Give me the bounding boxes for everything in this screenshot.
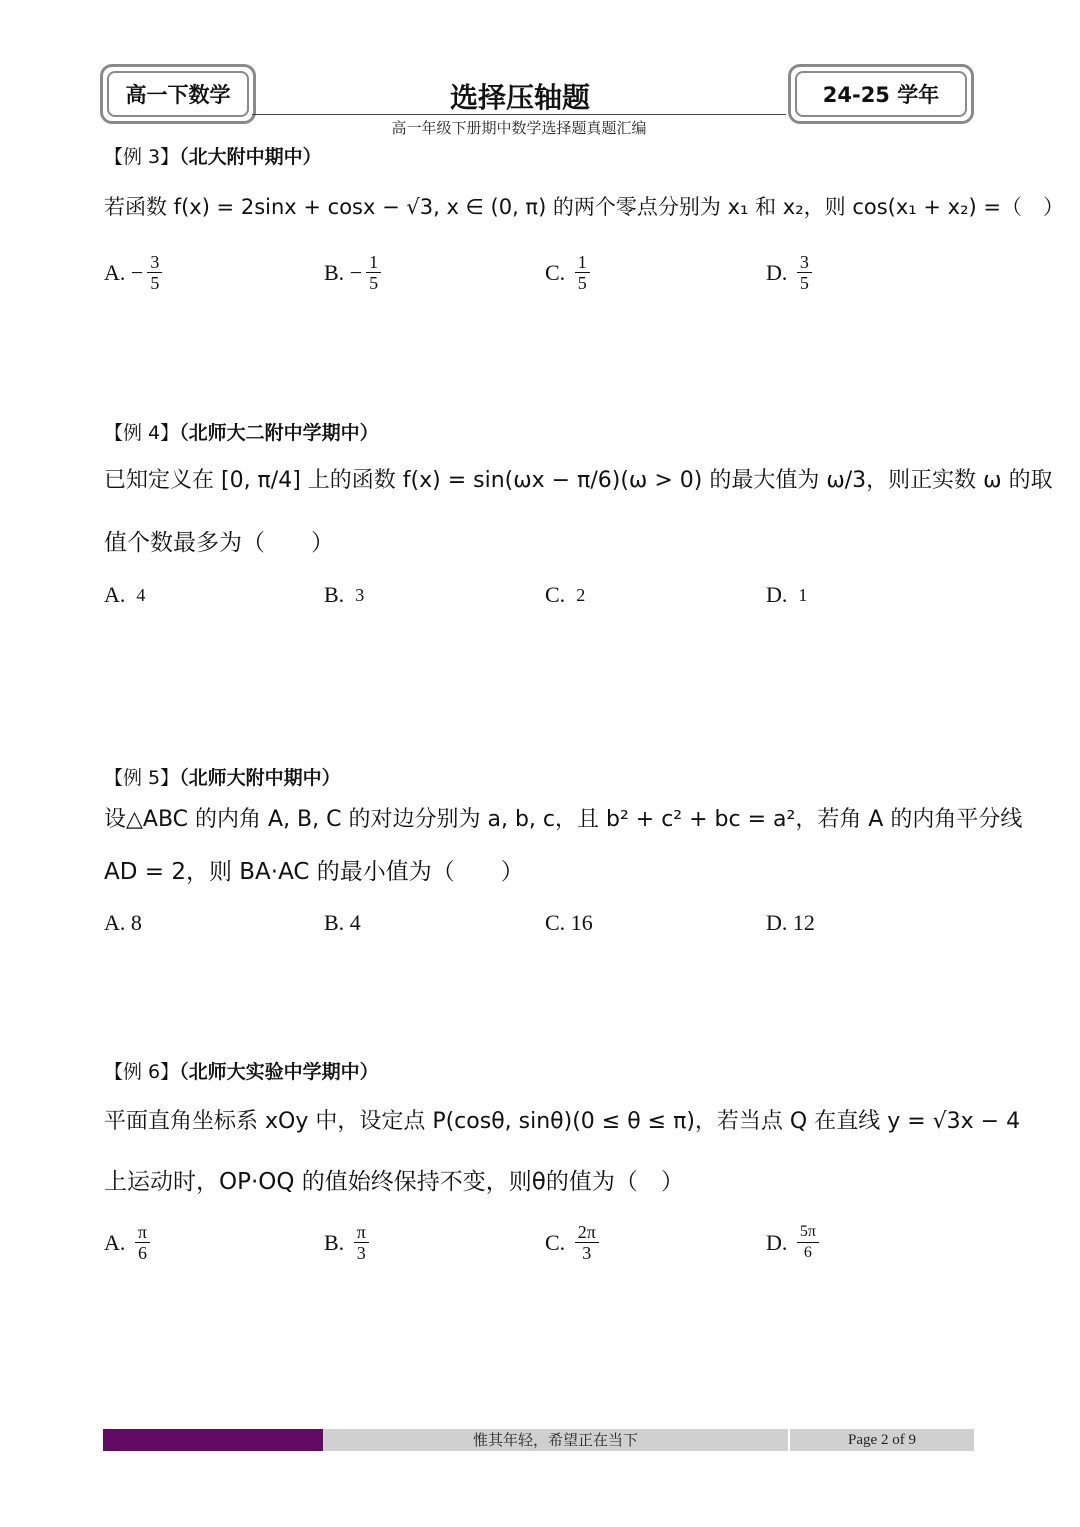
- example-label: 【例 4】: [104, 422, 180, 444]
- year-label: 24-25 学年: [795, 71, 967, 117]
- example-4-option-a: A. 4: [104, 582, 146, 607]
- example-4-question-line2: 值个数最多为（ ）: [104, 530, 334, 556]
- example-3-heading: [104, 142, 322, 169]
- example-6-option-c: C. $\frac{2\pi}{3}$: [545, 1222, 603, 1263]
- example-6-question-line2: 上运动时，OP·OQ 的值始终保持不变，则θ的值为（ ）: [104, 1169, 684, 1195]
- example-3-question: 若函数 f(x) = 2sinx + cosx − √3, x ∈ (0, π) 的两个零点分别为 x₁ 和 x₂，则 cos(x₁ + x₂) =（ ）: [104, 195, 1064, 219]
- footer-accent-bar: [103, 1429, 323, 1451]
- example-source: （北大附中期中）: [179, 146, 322, 168]
- example-label: 【例 6】: [104, 1061, 180, 1083]
- example-4-option-d: D. 1: [766, 582, 808, 607]
- example-3-option-c: C. $\frac{1}{5}$: [545, 252, 594, 293]
- example-4-option-c: C. 2: [545, 582, 586, 607]
- course-label-box: [100, 64, 256, 124]
- example-6-heading: [104, 1057, 379, 1084]
- example-6-question-line1: 平面直角坐标系 xOy 中，设定点 P(cosθ, sinθ)(0 ≤ θ ≤ π)，若当点 Q 在直线 y = √3x − 4: [104, 1109, 1021, 1134]
- example-5-option-c: C. 16: [545, 910, 593, 935]
- year-label-box: [788, 64, 974, 124]
- example-source: （北师大二附中学期中）: [179, 422, 379, 444]
- example-5-option-b: B. 4: [324, 910, 361, 935]
- example-5-option-a: A. 8: [104, 910, 142, 935]
- example-4-question-line1: 已知定义在 [0, π/4] 上的函数 f(x) = sin(ωx − π/6)(ω > 0) 的最大值为 ω/3，则正实数 ω 的取: [104, 468, 1053, 493]
- example-label: 【例 5】: [104, 767, 180, 789]
- course-label: 高一下数学: [107, 71, 249, 117]
- example-3-option-a: A. − $\frac{3}{5}$: [104, 252, 166, 293]
- example-6-option-d: D. $\frac{5\pi}{6}$: [766, 1222, 823, 1263]
- example-3-option-d: D. $\frac{3}{5}$: [766, 252, 816, 293]
- example-4-heading: [104, 418, 379, 445]
- example-source: （北师大附中期中）: [179, 767, 341, 789]
- page-title: 选择压轴题: [449, 81, 590, 114]
- example-5-option-d: D. 12: [766, 910, 815, 935]
- example-5-heading: [104, 763, 341, 790]
- example-6-option-a: A. $\frac{\pi}{6}$: [104, 1222, 154, 1263]
- example-4-option-b: B. 3: [324, 582, 365, 607]
- example-source: （北师大实验中学期中）: [179, 1061, 379, 1083]
- footer-motto: 惟其年轻，希望正在当下: [323, 1429, 788, 1451]
- example-label: 【例 3】: [104, 146, 180, 168]
- example-3-option-b: B. − $\frac{1}{5}$: [324, 252, 385, 293]
- example-5-question-line2: AD = 2，则 BA·AC 的最小值为（ ）: [104, 859, 524, 885]
- header-rule: [252, 114, 786, 115]
- example-5-question-line1: 设△ABC 的内角 A, B, C 的对边分别为 a, b, c，且 b² + c² + bc = a²，若角 A 的内角平分线: [104, 807, 1023, 832]
- page-number: Page 2 of 9: [790, 1429, 974, 1451]
- page-subtitle: 高一年级下册期中数学选择题真题汇编: [391, 119, 647, 137]
- example-6-option-b: B. $\frac{\pi}{3}$: [324, 1222, 373, 1263]
